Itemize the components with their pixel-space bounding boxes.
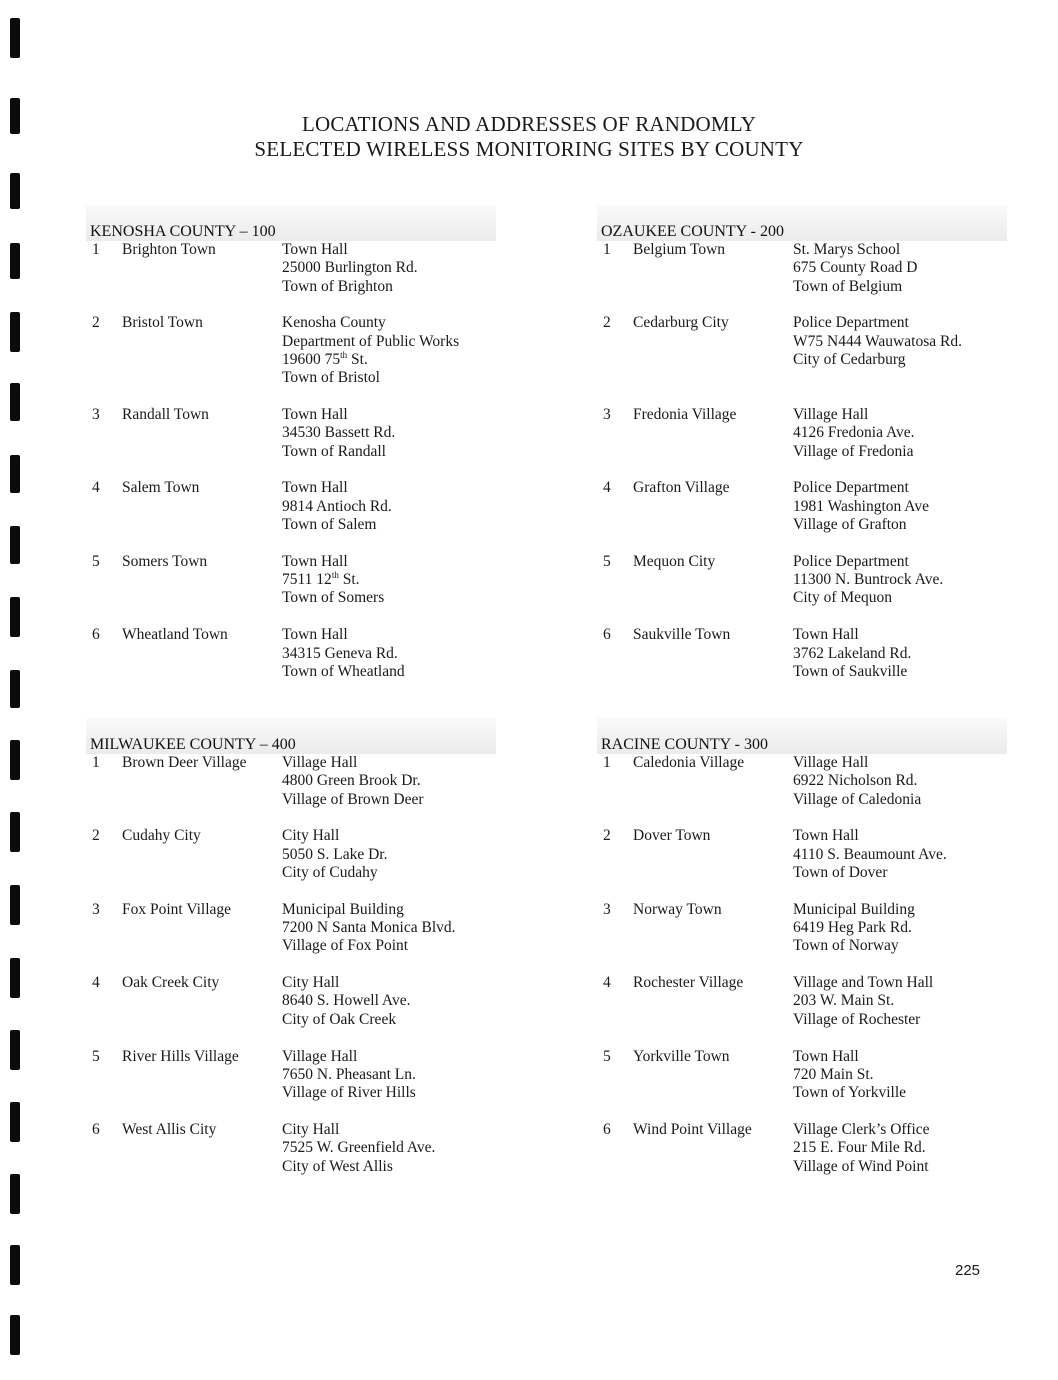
site-entry xyxy=(597,827,1007,900)
binding-hole xyxy=(10,1174,20,1214)
address-line: Town Hall xyxy=(793,827,859,845)
address-line: 6922 Nicholson Rd. xyxy=(793,772,918,790)
site-number: 4 xyxy=(603,479,611,497)
site-entry xyxy=(86,479,496,552)
address-line: W75 N444 Wauwatosa Rd. xyxy=(793,332,962,350)
site-town: Rochester Village xyxy=(633,974,744,992)
address-line: 6419 Heg Park Rd. xyxy=(793,919,912,937)
site-entry xyxy=(86,1048,496,1121)
site-address xyxy=(793,553,943,608)
site-entry xyxy=(86,901,496,974)
address-line: Village Hall xyxy=(282,754,358,771)
site-entry xyxy=(597,754,1007,827)
address-line: Village Hall xyxy=(282,1047,358,1065)
address-line: Village of Rochester xyxy=(793,1010,921,1028)
site-entry xyxy=(597,406,1007,479)
site-address xyxy=(282,479,392,534)
site-address xyxy=(282,974,410,1029)
county-name: RACINE COUNTY - 300 xyxy=(601,736,768,753)
site-number: 1 xyxy=(92,241,100,258)
site-number: 6 xyxy=(603,626,611,644)
page-number: 225 xyxy=(955,1262,981,1279)
site-town: Belgium Town xyxy=(633,241,726,258)
site-town: Brown Deer Village xyxy=(122,754,247,771)
site-number: 3 xyxy=(92,406,100,424)
address-line: St. Marys School xyxy=(793,241,901,258)
binding-hole xyxy=(10,812,20,852)
site-entry xyxy=(86,754,496,827)
address-line: City Hall xyxy=(282,974,340,992)
county-name: OZAUKEE COUNTY - 200 xyxy=(601,223,784,240)
address-line: Town of Norway xyxy=(793,937,899,955)
county-header xyxy=(597,205,1007,241)
address-line: 9814 Antioch Rd. xyxy=(282,497,392,515)
address-line: Town of Belgium xyxy=(793,277,903,295)
site-address xyxy=(793,314,962,369)
site-town: Randall Town xyxy=(122,406,209,424)
site-address xyxy=(793,626,911,681)
address-line: City of West Allis xyxy=(282,1157,393,1175)
address-line: Town of Wheatland xyxy=(282,662,405,680)
address-line: Town of Saukville xyxy=(793,662,908,680)
address-line: City of Cedarburg xyxy=(793,350,906,368)
address-line: Village of Caledonia xyxy=(793,790,922,808)
address-line: Police Department xyxy=(793,552,909,570)
site-town: Yorkville Town xyxy=(633,1047,730,1065)
site-town: West Allis City xyxy=(122,1120,217,1138)
address-line: Village of Grafton xyxy=(793,516,907,534)
address-line: 7200 N Santa Monica Blvd. xyxy=(282,919,456,937)
site-entry xyxy=(597,479,1007,552)
site-address xyxy=(282,901,456,956)
site-town: Norway Town xyxy=(633,900,722,918)
site-address xyxy=(282,553,384,608)
address-line: Town Hall xyxy=(282,241,348,258)
site-entry xyxy=(597,1121,1007,1194)
site-number: 2 xyxy=(92,827,100,845)
address-line: 4800 Green Brook Dr. xyxy=(282,772,421,790)
address-line: Town Hall xyxy=(282,479,348,497)
address-line: Police Department xyxy=(793,314,909,332)
site-number: 2 xyxy=(603,314,611,332)
address-line: 34315 Geneva Rd. xyxy=(282,644,398,662)
site-town: River Hills Village xyxy=(122,1047,239,1065)
county-section-milwaukee xyxy=(86,718,496,1194)
address-line: Village of Fox Point xyxy=(282,937,409,955)
site-number: 4 xyxy=(92,479,100,497)
address-line xyxy=(282,571,384,589)
county-name: KENOSHA COUNTY – 100 xyxy=(90,223,276,240)
address-line: 11300 N. Buntrock Ave. xyxy=(793,571,944,589)
address-line: Town Hall xyxy=(793,626,859,644)
site-address xyxy=(282,1121,435,1176)
county-header xyxy=(86,205,496,241)
address-line: Town of Salem xyxy=(282,516,377,534)
address-line: Municipal Building xyxy=(793,900,915,918)
county-section-kenosha xyxy=(86,205,496,700)
binding-hole xyxy=(10,1245,20,1285)
site-entry xyxy=(86,553,496,626)
site-entry xyxy=(86,827,496,900)
site-entry xyxy=(86,974,496,1047)
site-number: 5 xyxy=(603,552,611,570)
site-number: 1 xyxy=(603,754,611,771)
site-number: 2 xyxy=(92,314,100,332)
site-entry xyxy=(86,626,496,699)
address-line: Department of Public Works xyxy=(282,332,460,350)
site-number: 3 xyxy=(603,900,611,918)
address-line: 5050 S. Lake Dr. xyxy=(282,845,388,863)
site-number: 5 xyxy=(92,552,100,570)
site-number: 1 xyxy=(92,754,100,771)
site-address xyxy=(793,754,921,809)
site-town: Cudahy City xyxy=(122,827,201,845)
address-text: St. xyxy=(347,350,368,368)
address-line: Town of Brighton xyxy=(282,277,393,295)
address-line: Town of Bristol xyxy=(282,369,380,387)
address-line: 203 W. Main St. xyxy=(793,992,895,1010)
site-address xyxy=(793,479,929,534)
site-entry xyxy=(597,314,1007,406)
address-line: Village of Wind Point xyxy=(793,1157,929,1175)
site-town: Bristol Town xyxy=(122,314,203,332)
site-town: Grafton Village xyxy=(633,479,730,497)
site-number: 5 xyxy=(603,1047,611,1065)
binding-hole xyxy=(10,1315,20,1355)
site-number: 4 xyxy=(92,974,100,992)
site-number: 5 xyxy=(92,1047,100,1065)
county-header xyxy=(86,718,496,754)
binding-hole xyxy=(10,312,20,352)
address-line xyxy=(282,351,459,369)
address-line: City of Cudahy xyxy=(282,863,378,881)
address-line: Town Hall xyxy=(282,626,348,644)
site-town: Brighton Town xyxy=(122,241,216,258)
site-entry xyxy=(597,901,1007,974)
binding-hole xyxy=(10,1030,20,1070)
address-line: 675 County Road D xyxy=(793,259,918,277)
site-town: Wind Point Village xyxy=(633,1120,752,1138)
site-town: Cedarburg City xyxy=(633,314,729,332)
address-text: 7511 12 xyxy=(282,571,332,589)
site-entry xyxy=(86,1121,496,1194)
binding-hole xyxy=(10,383,20,421)
site-address xyxy=(793,1048,906,1103)
address-line: Village Hall xyxy=(793,754,869,771)
binding-strip xyxy=(10,0,24,1380)
county-name: MILWAUKEE COUNTY – 400 xyxy=(90,736,296,753)
site-town: Oak Creek City xyxy=(122,974,220,992)
address-line: Village of River Hills xyxy=(282,1084,416,1102)
binding-hole xyxy=(10,1102,20,1142)
address-line: 4126 Fredonia Ave. xyxy=(793,424,915,442)
address-line: 7650 N. Pheasant Ln. xyxy=(282,1065,416,1083)
address-line: Town of Dover xyxy=(793,863,888,881)
address-line: Village of Fredonia xyxy=(793,442,914,460)
address-line: Town Hall xyxy=(793,1047,859,1065)
address-line: Town Hall xyxy=(282,552,348,570)
address-line: Village Hall xyxy=(793,406,869,424)
site-address xyxy=(282,754,424,809)
address-line: Municipal Building xyxy=(282,900,404,918)
site-number: 6 xyxy=(92,626,100,644)
address-line: Village of Brown Deer xyxy=(282,790,424,808)
site-entry xyxy=(597,241,1007,314)
binding-hole xyxy=(10,740,20,780)
address-line: 3762 Lakeland Rd. xyxy=(793,644,912,662)
address-line: Police Department xyxy=(793,479,909,497)
address-line: 25000 Burlington Rd. xyxy=(282,259,418,277)
address-line: Town of Yorkville xyxy=(793,1084,907,1102)
county-section-racine xyxy=(597,718,1007,1194)
site-entry xyxy=(597,553,1007,626)
site-town: Fredonia Village xyxy=(633,406,737,424)
site-town: Mequon City xyxy=(633,552,716,570)
site-number: 3 xyxy=(92,900,100,918)
site-address xyxy=(793,1121,930,1176)
site-address xyxy=(793,241,917,296)
site-address xyxy=(282,827,387,882)
address-text: 19600 75 xyxy=(282,350,341,368)
binding-hole xyxy=(10,670,20,708)
binding-hole xyxy=(10,243,20,279)
site-entry xyxy=(86,241,496,314)
page-title xyxy=(0,112,1058,162)
site-town: Saukville Town xyxy=(633,626,731,644)
site-town: Caledonia Village xyxy=(633,754,745,771)
binding-hole xyxy=(10,526,20,564)
site-number: 6 xyxy=(92,1120,100,1138)
address-line: 7525 W. Greenfield Ave. xyxy=(282,1139,436,1157)
site-number: 4 xyxy=(603,974,611,992)
address-line: City Hall xyxy=(282,1120,340,1138)
ordinal-suffix: th xyxy=(331,570,339,581)
county-header xyxy=(597,718,1007,754)
site-address xyxy=(282,241,418,296)
address-line: 34530 Bassett Rd. xyxy=(282,424,396,442)
address-line: Village and Town Hall xyxy=(793,974,934,992)
binding-hole xyxy=(10,455,20,493)
address-line: City Hall xyxy=(282,827,340,845)
site-address xyxy=(793,406,915,461)
address-line: Village Clerk’s Office xyxy=(793,1120,930,1138)
site-number: 3 xyxy=(603,406,611,424)
site-entry xyxy=(597,1048,1007,1121)
address-line: 1981 Washington Ave xyxy=(793,497,929,515)
binding-hole xyxy=(10,885,20,925)
site-entry xyxy=(86,314,496,406)
address-line: City of Mequon xyxy=(793,589,893,607)
site-town: Somers Town xyxy=(122,552,208,570)
site-address xyxy=(282,626,405,681)
site-town: Dover Town xyxy=(633,827,711,845)
binding-hole xyxy=(10,173,20,209)
site-town: Salem Town xyxy=(122,479,200,497)
site-address xyxy=(282,1048,416,1103)
binding-hole xyxy=(10,18,20,58)
site-address xyxy=(793,974,933,1029)
address-line: 4110 S. Beaumount Ave. xyxy=(793,845,947,863)
site-address xyxy=(793,901,915,956)
site-number: 2 xyxy=(603,827,611,845)
site-town: Wheatland Town xyxy=(122,626,228,644)
binding-hole xyxy=(10,958,20,998)
site-town: Fox Point Village xyxy=(122,900,232,918)
site-number: 1 xyxy=(603,241,611,258)
address-line: 8640 S. Howell Ave. xyxy=(282,992,411,1010)
address-line: City of Oak Creek xyxy=(282,1010,397,1028)
address-line: Town of Somers xyxy=(282,589,385,607)
site-address xyxy=(282,406,395,461)
address-line: 720 Main St. xyxy=(793,1065,874,1083)
site-address xyxy=(282,314,459,387)
site-number: 6 xyxy=(603,1120,611,1138)
address-line: Town Hall xyxy=(282,406,348,424)
title-line-2: SELECTED WIRELESS MONITORING SITES BY COUNTY xyxy=(254,137,804,161)
site-entry xyxy=(86,406,496,479)
title-line-1: LOCATIONS AND ADDRESSES OF RANDOMLY xyxy=(301,112,757,136)
address-line: Kenosha County xyxy=(282,314,386,332)
site-entry xyxy=(597,974,1007,1047)
ordinal-suffix: th xyxy=(340,349,348,360)
address-line: 215 E. Four Mile Rd. xyxy=(793,1139,926,1157)
binding-hole xyxy=(10,597,20,637)
site-entry xyxy=(597,626,1007,699)
address-line: Town of Randall xyxy=(282,442,386,460)
county-section-ozaukee xyxy=(597,205,1007,700)
address-text: St. xyxy=(338,571,360,589)
site-address xyxy=(793,827,947,882)
